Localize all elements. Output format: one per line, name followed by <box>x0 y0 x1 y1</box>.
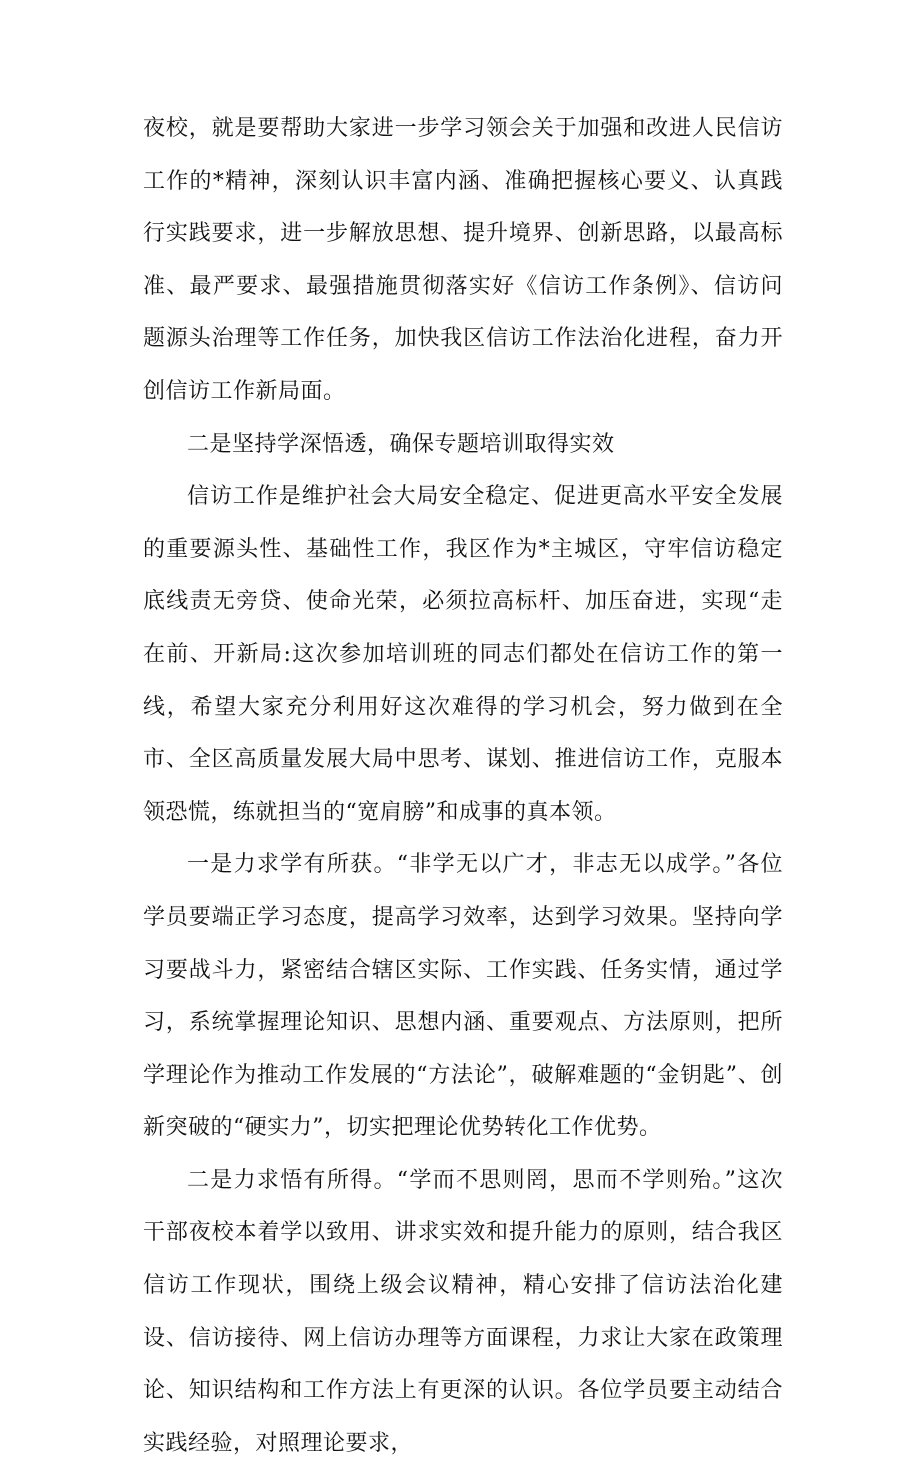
document-page <box>143 103 783 1470</box>
paragraph-continuation: 夜校，就是要帮助大家进一步学习领会关于加强和改进人民信访工作的*精神，深刻认识丰富内涵、准确把握核心要义、认真践行实践要求，进一步解放思想、提升境界、创新思路，以最高标准、最严要求、最强措施贯彻落实好《信访工作条例》、信访问题源头治理等工作任务，加快我区信访工作法治化进程，奋力开创信访工作新局面。 <box>143 116 783 404</box>
section-heading: 二是坚持学深悟透，确保专题培训取得实效 <box>187 431 615 457</box>
paragraph-body: 一是力求学有所获。“非学无以广才，非志无以成学。”各位学员要端正学习态度，提高学习效率，达到学习效果。坚持向学习要战斗力，紧密结合辖区实际、工作实践、任务实情，通过学习，系统掌握理论知识、思想内涵、重要观点、方法原则，把所学理论作为推动工作发展的“方法论”，破解难题的“金钥匙”、创新突破的“硬实力”，切实把理论优势转化工作优势。 <box>143 852 783 1141</box>
paragraph-body: 二是力求悟有所得。“学而不思则罔，思而不学则殆。”这次干部夜校本着学以致用、讲求实效和提升能力的原则，结合我区信访工作现状，围绕上级会议精神，精心安排了信访法治化建设、信访接待、网上信访办理等方面课程，力求让大家在政策理论、知识结构和工作方法上有更深的认识。各位学员要主动结合实践经验，对照理论要求， <box>143 1167 783 1456</box>
paragraph-body: 信访工作是维护社会大局安全稳定、促进更高水平安全发展的重要源头性、基础性工作，我区作为*主城区，守牢信访稳定底线责无旁贷、使命光荣，必须拉高标杆、加压奋进，实现“走在前、开新局:这次参加培训班的同志们都处在信访工作的第一线，希望大家充分利用好这次难得的学习机会，努力做到在全市、全区高质量发展大局中思考、谋划、推进信访工作，克服本领恐慌，练就担当的“宽肩膀”和成事的真本领。 <box>143 484 783 825</box>
